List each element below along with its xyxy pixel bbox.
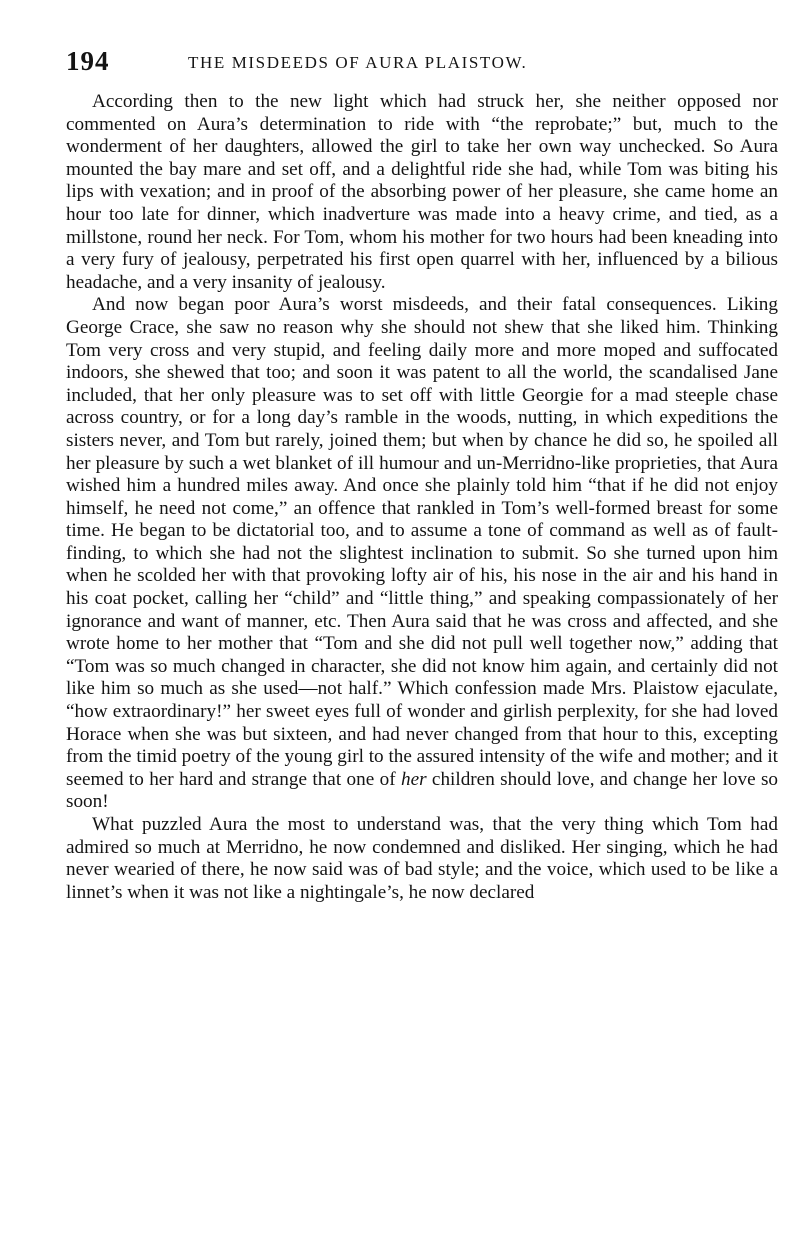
running-head (66, 46, 786, 78)
paragraph-3-text: What puzzled Aura the most to understand was, that the very thing which Tom had admired so much at Merridno, he now condemned and disliked. Her singing, which he had never wearied of there, he now said was of bad style; and the voice, which used to be like a linnet’s when it was not like a nightingale’s, he now declared (66, 814, 778, 903)
paragraph-1-text: According then to the new light which had struck her, she neither opposed nor commented on Aura’s determination to ride with “the reprobate;” but, much to the wonderment of her daughters, allowed the girl to take her own way unchecked. So Aura mounted the bay mare and set off, and a delightful ride she had, while Tom was biting his lips with vexation; and in proof of the absorbing power of her pleasure, she came home an hour too late for dinner, which inadverture was made into a heavy crime, and tied, as a millstone, round her neck. For Tom, whom his mother for two hours had been kneading into a very fury of jealousy, perpetrated his first open quarrel with her, influenced by a bilious headache, and a very insanity of jealousy. (66, 91, 778, 293)
paragraph-2-emphasis: her (400, 768, 427, 790)
paragraph-2 (66, 294, 778, 814)
paragraph-3 (66, 814, 778, 904)
body-text (66, 91, 778, 904)
running-title: THE MISDEEDS OF AURA PLAISTOW. (188, 53, 528, 72)
paragraph-2-text-after: children should love, and change her love so soon! (66, 768, 779, 813)
page-number: 194 (66, 46, 110, 76)
paragraph-2-text: And now began poor Aura’s worst misdeeds, and their fatal consequences. Liking George Crace, she saw no reason why she should not shew that she liked him. Thinking Tom very cross and very stupid, and feeling daily more and more moped and suffocated indoors, she shewed that too; and soon it was patent to all the world, the scandalised Jane included, that her only pleasure was to set off with little Georgie for a mad steeple chase across country, or for a long day’s ramble in the woods, nutting, in which expeditions the sisters never, and Tom but rarely, joined them; but when by chance he did so, he spoiled all her pleasure by such a wet blanket of ill humour and un-Merridno-like proprieties, that Aura wished him a hundred miles away. And once she plainly told him “that if he did not enjoy himself, he need not come,” an offence that rankled in Tom’s well-formed breast for some time. He began to be dictatorial too, and to assume a tone of command as well as of fault-finding, to which she had not the slightest inclination to submit. So she turned upon him when he scolded her with that provoking lofty air of his, his nose in the air and his hand in his coat pocket, calling her “child” and “little thing,” and speaking compassionately of her ignorance and want of manner, etc. Then Aura said that he was cross and affected, and she wrote home to her mother that “Tom and she did not pull well together now,” adding that “Tom was so much changed in character, she did not know him again, and certainly did not like him so much as she used—not half.” Which confession made Mrs. Plaistow ejaculate, “how extraordinary!” her sweet eyes full of wonder and girlish perplexity, for she had loved Horace when she was but sixteen, and had never changed from that hour to this, excepting from the timid poetry of the young girl to the assured intensity of the wife and mother; and it seemed to her hard and strange that one of (66, 294, 778, 790)
paragraph-1 (66, 91, 778, 294)
